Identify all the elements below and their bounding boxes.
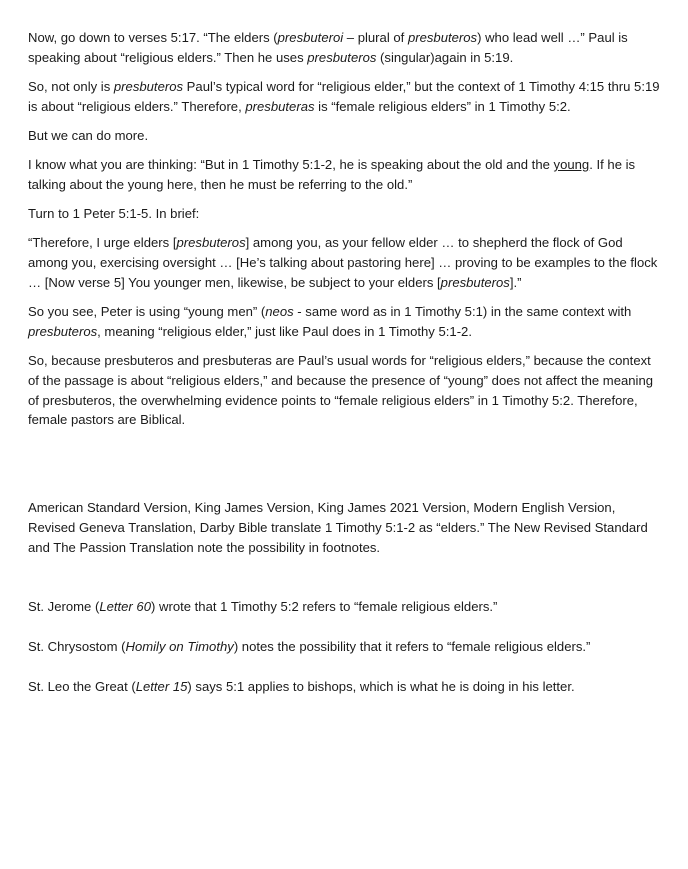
paragraph-peter-quote xyxy=(28,233,660,292)
text-run: ) notes the possibility that it refers to “female religious elders.” xyxy=(233,638,591,654)
greek-term: presbuteros xyxy=(307,49,377,65)
text-run: , meaning “religious elder,” just like Paul does in 1 Timothy 5:1-2. xyxy=(97,323,472,339)
text-run: - same word as in 1 Timothy 5:1) in the same context with xyxy=(293,304,632,320)
greek-term: presbuteros xyxy=(407,30,478,45)
paragraph-young-men xyxy=(28,302,660,342)
text-run: Paul’s typical word for “religious elder,” but the context of 1 Timothy 4:15 thru 5:19 is about “religious elders.” Therefore, xyxy=(28,78,660,114)
paragraph-leo xyxy=(28,677,660,697)
text-run: Now, go down to verses 5:17. “The elders ( xyxy=(28,30,278,45)
greek-term: presbuteroi xyxy=(277,30,344,45)
paragraph-elders-5-17 xyxy=(28,28,660,68)
document-body xyxy=(28,28,660,697)
greek-term: presbuteros xyxy=(440,274,510,290)
work-title: Homily on Timothy xyxy=(125,638,234,654)
paragraph-chrysostom xyxy=(28,637,660,657)
text-run: . If he is talking about the young here, then he must be referring to the old.” xyxy=(28,157,636,192)
paragraph-conclusion: So, because presbuteros and presbuteras are Paul’s usual words for “religious elders,” because the context of the passage is about “religious elders,” and because the presence of “young” does not affect the meaning of presbuteros, the overwhelming evidence points to “female religious elders” in 1 Timothy 5:2. Therefore, female pastors are Biblical. xyxy=(28,353,654,428)
text-run: So you see, Peter is using “young men” ( xyxy=(28,304,266,320)
blank-space xyxy=(28,558,660,597)
text-run: (singular)again in 5:19. xyxy=(376,49,514,65)
blank-space xyxy=(28,430,660,498)
work-title: Letter 60 xyxy=(99,598,151,614)
text-run: So, not only is xyxy=(28,78,114,94)
paragraph-translations: American Standard Version, King James Version, King James 2021 Version, Modern English Version, Revised Geneva Translation, Darby Bible translate 1 Timothy 5:1-2 as “elders.” The New Revised Standard and The Passion Translation note the possibility in footnotes. xyxy=(28,500,648,555)
text-run: I know what you are thinking: “But in 1 Timothy 5:1-2, he is speaking about the old and the xyxy=(28,157,554,173)
text-run: ) says 5:1 applies to bishops, which is what he is doing in his letter. xyxy=(187,679,575,695)
paragraph-do-more: But we can do more. xyxy=(28,127,149,143)
greek-term: neos xyxy=(265,304,294,320)
paragraph-objection xyxy=(28,155,660,195)
paragraph-jerome xyxy=(28,597,660,617)
text-run: St. Jerome ( xyxy=(28,598,100,614)
text-run: St. Leo the Great ( xyxy=(28,679,136,695)
text-run: St. Chrysostom ( xyxy=(28,638,126,654)
greek-term: presbuteras xyxy=(245,98,315,114)
text-run: – plural of xyxy=(343,30,408,45)
text-run: ] among you, as your fellow elder … to shepherd the flock of God among you, exercising oversight … [He’s talking about pastoring here] … proving to be examples to the flock … [Now verse 5] You younger men, likewise, be subject to your elders [ xyxy=(28,235,658,290)
greek-term: presbuteros xyxy=(176,235,246,251)
text-run: is “female religious elders” in 1 Timothy 5:2. xyxy=(314,98,571,114)
paragraph-context xyxy=(28,77,660,117)
text-run: ) wrote that 1 Timothy 5:2 refers to “female religious elders.” xyxy=(151,598,498,614)
paragraph-turn-to-peter: Turn to 1 Peter 5:1-5. In brief: xyxy=(28,206,200,222)
greek-term: presbuteros xyxy=(113,78,184,94)
blank-space xyxy=(28,616,660,636)
work-title: Letter 15 xyxy=(135,679,188,695)
underlined-word: young xyxy=(553,157,590,173)
text-run: “Therefore, I urge elders [ xyxy=(28,235,177,251)
text-run: ) who lead well …” Paul is speaking about “religious elders.” Then he uses xyxy=(28,30,628,65)
greek-term: presbuteros xyxy=(28,323,98,339)
text-run: ].” xyxy=(509,274,522,290)
blank-space xyxy=(28,657,660,677)
